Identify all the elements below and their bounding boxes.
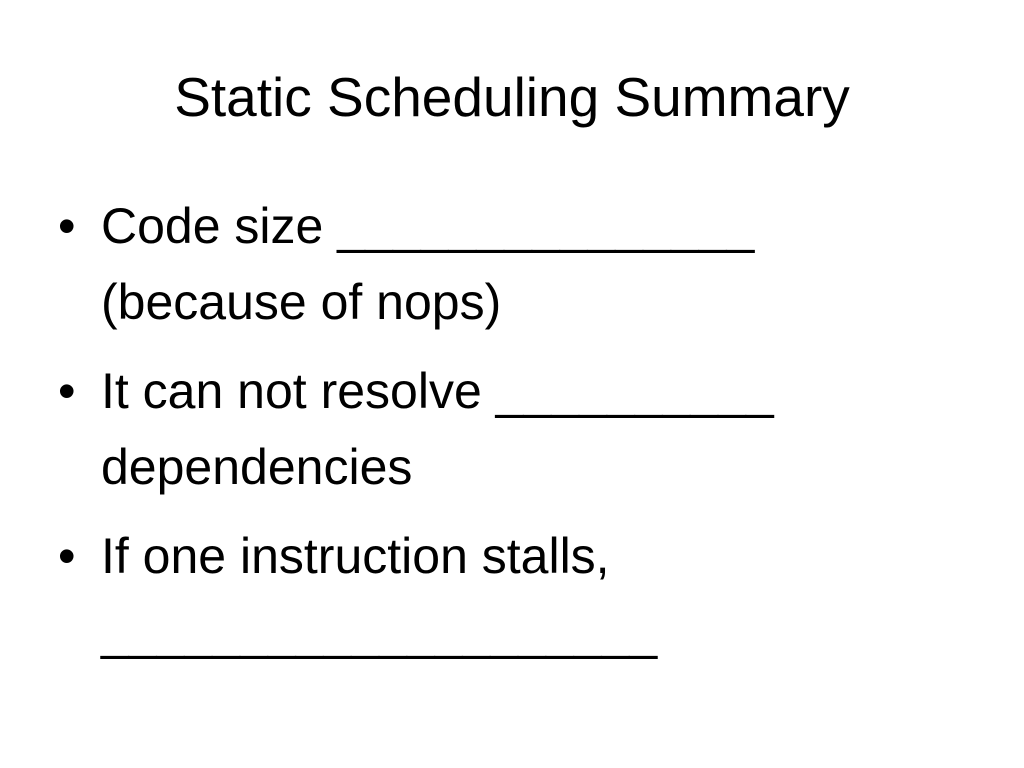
bullet-item-code-size bbox=[58, 188, 998, 340]
bullet-text-line: ____________________ bbox=[101, 604, 658, 660]
bullet-text-line: (because of nops) bbox=[101, 274, 502, 330]
slide-title: Static Scheduling Summary bbox=[174, 66, 850, 128]
bullet-point-icon: • bbox=[58, 198, 76, 254]
bullet-text-line: dependencies bbox=[101, 439, 413, 495]
bullet-text-line: Code size _______________ bbox=[101, 198, 755, 254]
bullet-item-stalls bbox=[58, 518, 998, 670]
bullet-text-line: It can not resolve __________ bbox=[101, 363, 774, 419]
bullet-text-line: If one instruction stalls, bbox=[101, 528, 610, 584]
bullet-item-dependencies bbox=[58, 353, 998, 505]
bullet-list bbox=[58, 188, 998, 683]
bullet-point-icon: • bbox=[58, 363, 76, 419]
bullet-point-icon: • bbox=[58, 528, 76, 584]
